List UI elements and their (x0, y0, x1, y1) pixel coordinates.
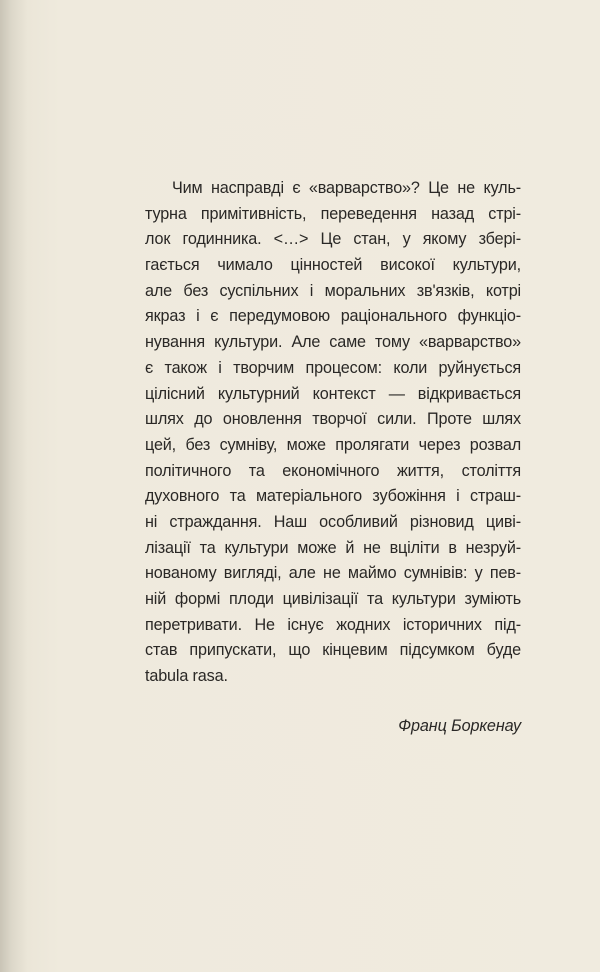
quote-line: політичного та економічного життя, століття (145, 461, 521, 480)
quote-line: але без суспільних і моральних зв'язків, котрі (145, 281, 521, 300)
quote-line: ні страждання. Наш особливий різновид циві- (145, 512, 521, 531)
quote-line: tabula rasa. (145, 667, 228, 686)
quote-line: лок годинника. <…> Це стан, у якому зберi- (145, 230, 521, 249)
quote-line: ній формі плоди цивілізації та культури зуміють (145, 590, 521, 608)
quote-line: гається чимало цінностей високої культури, (145, 256, 521, 275)
quote-line: цілісний культурний контекст — відкривається (145, 384, 521, 403)
quote-line: цей, без сумніву, може пролягати через розвал (145, 435, 521, 454)
quote-author: Франц Боркенау (398, 717, 521, 735)
quote-line: нованому вигляді, але не маймо сумнівів: у пев- (145, 564, 521, 583)
quote-line: Чим насправді є «варварство»? Це не куль- (172, 179, 521, 197)
quote-line: перетривати. Не існує жодних історичних під- (145, 615, 521, 634)
quote-line: став припускати, що кінцевим підсумком буде (145, 641, 521, 660)
quote-line: духовного та матеріального зубожіння і страш- (145, 487, 521, 506)
quote-line: шлях до оновлення творчої сили. Проте шлях (145, 410, 521, 429)
quote-line: нування культури. Але саме тому «варварство» (145, 333, 521, 352)
epigraph-quote (145, 176, 521, 690)
quote-line: якраз і є передумовою раціонального функціо- (145, 307, 521, 326)
quote-line: турна примітивність, переведення назад стрі- (145, 204, 521, 223)
quote-line: лізації та культури може й не вціліти в незруй- (145, 538, 521, 557)
quote-line: є також і творчим процесом: коли руйнується (145, 358, 521, 377)
